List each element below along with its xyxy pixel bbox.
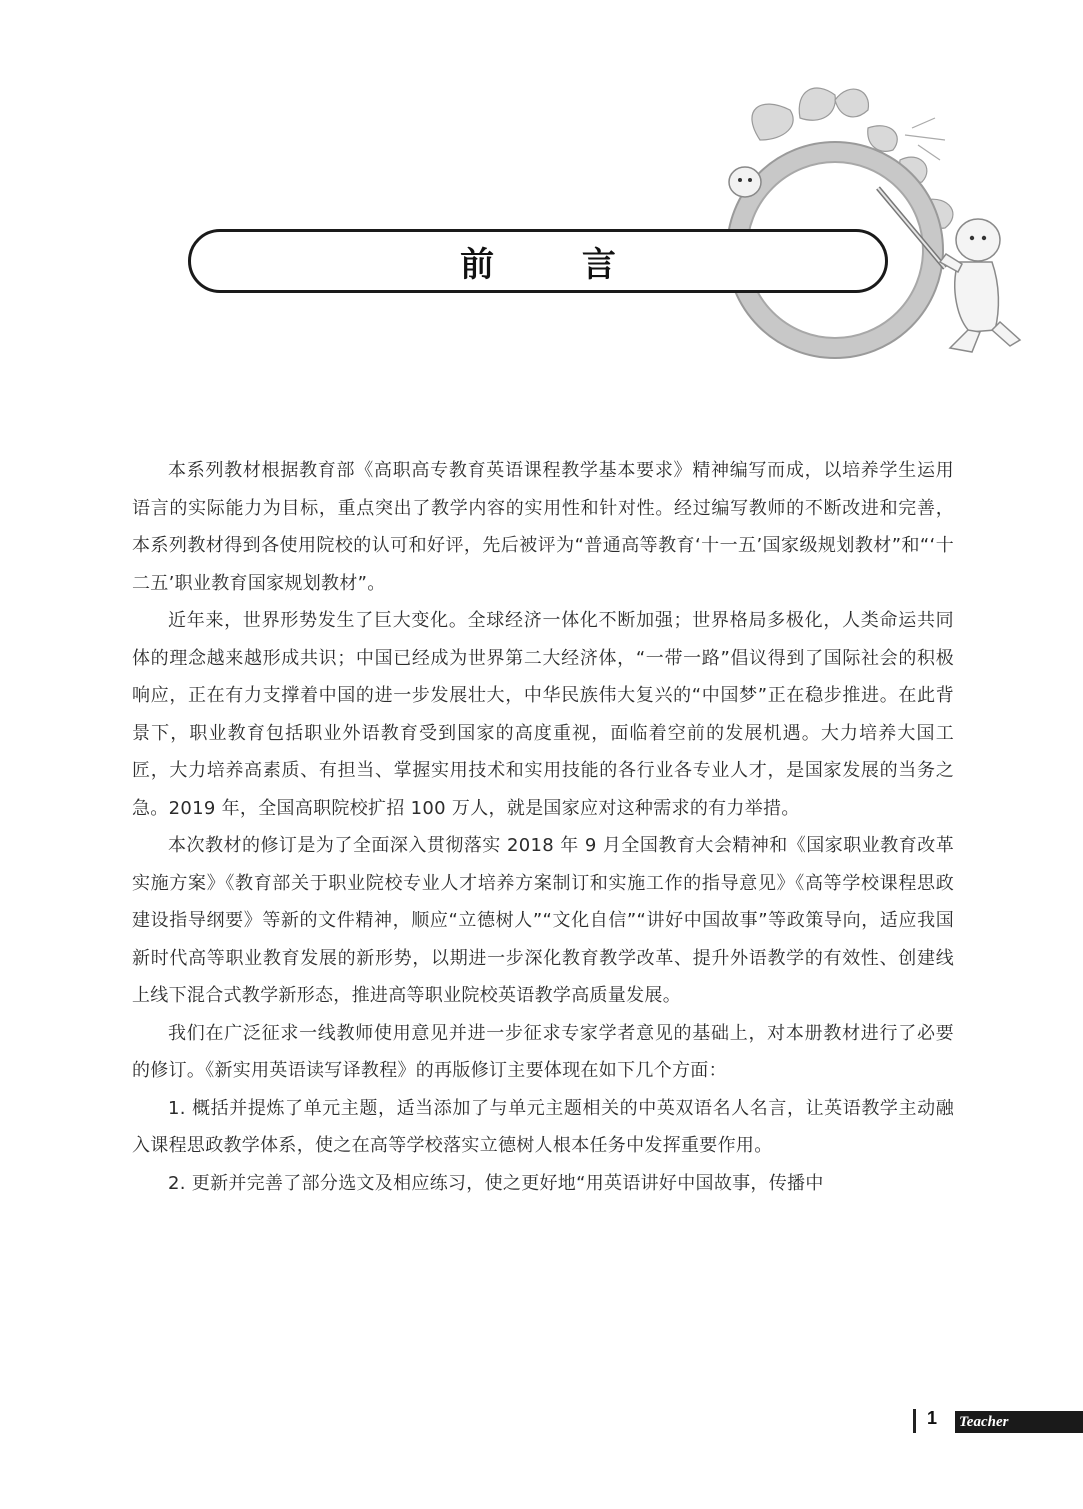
page-footer: [0, 1405, 1083, 1439]
paragraph: 1. 概括并提炼了单元主题，适当添加了与单元主题相关的中英双语名人名言，让英语教学主动融入课程思政教学体系，使之在高等学校落实立德树人根本任务中发挥重要作用。: [132, 1097, 954, 1156]
page-title: 前 言: [460, 244, 654, 285]
footer-tab: [955, 1411, 1083, 1433]
figure-character: [940, 219, 1020, 352]
paragraph: 近年来，世界形势发生了巨大变化。全球经济一体化不断加强；世界格局多极化，人类命运共同体的理念越来越形成共识；中国已经成为世界第二大经济体，“一带一路”倡议得到了国际社会的积极响应，正在有力支撑着中国的进一步发展壮大，中华民族伟大复兴的“中国梦”正在稳步推进。在此背景下，职业教育包括职业外语教育受到国家的高度重视，面临着空前的发展机遇。大力培养大国工匠，大力培养高素质、有担当、掌握实用技术和实用技能的各行业各专业人才，是国家发展的当务之急。2019 年，全国高职院校扩招 100 万人，就是国家应对这种需求的有力举措。: [132, 610, 954, 819]
peeking-figure: [729, 167, 761, 197]
paragraph: 本次教材的修订是为了全面深入贯彻落实 2018 年 9 月全国教育大会精神和《国家职业教育改革实施方案》《教育部关于职业院校专业人才培养方案制订和实施工作的指导意见》《高等学校课程思政建设指导纲要》等新的文件精神，顺应“立德树人”“文化自信”“讲好中国故事”等政策导向，适应我国新时代高等职业教育发展的新形势，以期进一步深化教育教学改革、提升外语教学的有效性、创建线上线下混合式教学新形态，推进高等职业院校英语教学高质量发展。: [132, 835, 954, 1006]
paragraph: 2. 更新并完善了部分选文及相应练习，使之更好地“用英语讲好中国故事，传播中: [168, 1172, 824, 1194]
footer-label: Teacher: [959, 1414, 1009, 1430]
body-text: [132, 452, 954, 1202]
footer-divider: [913, 1409, 916, 1433]
paragraph: 我们在广泛征求一线教师使用意见并进一步征求专家学者意见的基础上，对本册教材进行了必要的修订。《新实用英语读写译教程》的再版修订主要体现在如下几个方面：: [132, 1022, 954, 1081]
title-banner: [188, 229, 888, 293]
paragraph: 本系列教材根据教育部《高职高专教育英语课程教学基本要求》精神编写而成，以培养学生运用语言的实际能力为目标，重点突出了教学内容的实用性和针对性。经过编写教师的不断改进和完善，本系列教材得到各使用院校的认可和好评，先后被评为“普通高等教育‘十一五’国家级规划教材”和“‘十二五’职业教育国家规划教材”。: [132, 460, 954, 594]
header-illustration: [0, 0, 1083, 380]
page-number: 1: [927, 1408, 938, 1428]
